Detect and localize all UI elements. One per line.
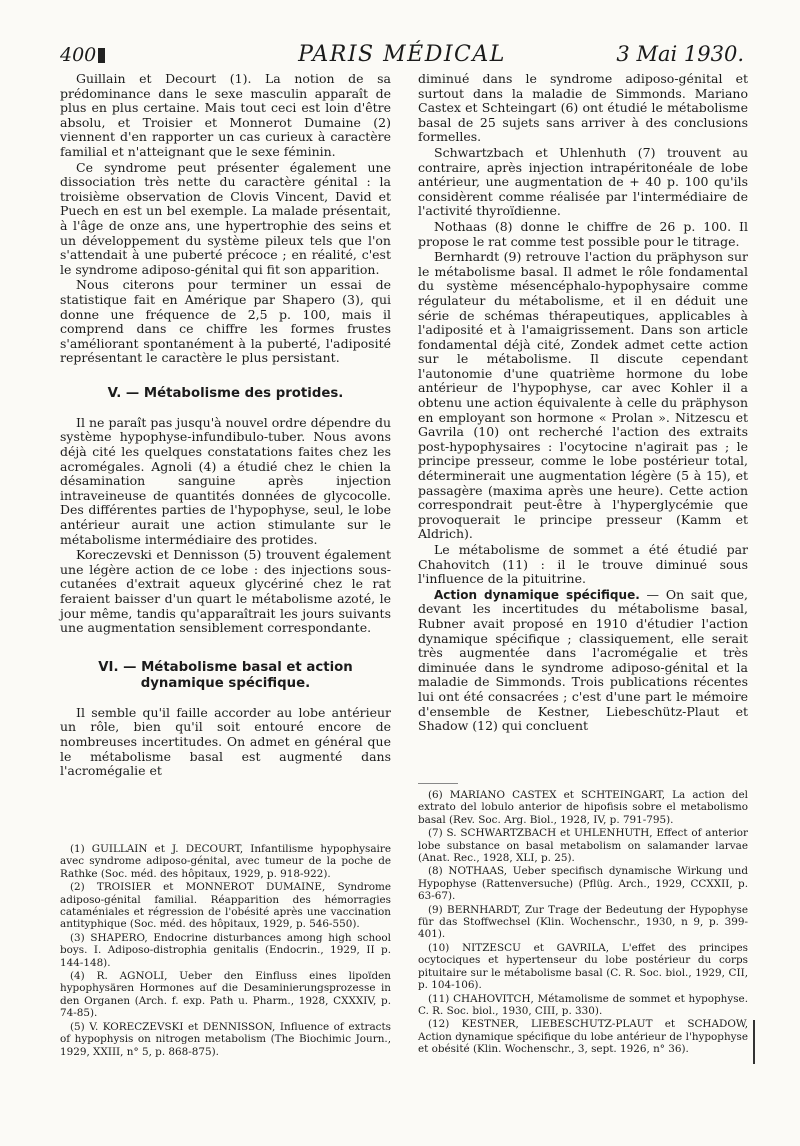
paragraph-action [418,588,748,734]
footnote: (2) TROISIER et MONNEROT DUMAINE, Syndrome adiposo-génital familial. Réapparition des hémorragies cataméniales et régression de l'obésité après une vaccination antityphique (Soc. méd. des hôpitaux, 1929, p. 546-550). [60,881,391,931]
footnotes-right [418,789,748,1057]
footnote: (6) MARIANO CASTEX et SCHTEINGART, La action del extrato del lobulo anterior de hipofisis sobre el metabolismo basal (Rev. Soc. Arg. Biol., 1928, IV, p. 791-795). [418,789,748,826]
paragraph: Il ne paraît pas jusqu'à nouvel ordre dépendre du système hypophyse-infundibulo-tuber. Nous avons déjà cité les quelques constatations faites chez les acromégales. Agnoli (4) a étudié chez le chien la désamination sanguine après injection intraveineuse de quantités données de glycocolle. Des différentes parties de l'hypophyse, seul, le lobe antérieur aurait une action stimulante sur le métabolisme intermédiaire des protides. [60,414,391,547]
section-heading-v: V. — Métabolisme des protides. [107,385,344,401]
issue-date: 3 Mai 1930. [616,42,744,66]
paragraph: Nous citerons pour terminer un essai de statistique fait en Amérique par Shapero (3), qui donne une fréquence de 2,5 p. 100, mais il comprend dans ce chiffre les formes frustes s'améliorant spontanément à la puberté, l'adiposité représentant le caractère le plus persistant. [60,277,391,366]
paragraph: Nothaas (8) donne le chiffre de 26 p. 100. Il propose le rat comme test possible pour le titrage. [418,218,748,249]
left-column [60,72,391,842]
paragraph: Bernhardt (9) retrouve l'action du präphyson sur le métabolisme basal. Il admet le rôle fondamental du système mésencéphalo-hypophysaire comme régulateur du métabolisme, et il en déduit une série de schémas thérapeutiques, applicables à l'adiposité et à l'amaigrissement. Dans son article fondamental déjà cité, Zondek admet cette action sur le métabolisme. Il discute cependant l'autonomie d'une quatrième hormone du lobe antérieur de l'hypophyse, car avec Kohler il a obtenu une action équivalente à celle du präphyson en employant son hormone « Prolan ». Nitzescu et Gavrila (10) ont recherché l'action des extraits post-hypophysaires : l'ocytocine n'agirait pas ; le principe presseur, comme le lobe postérieur total, déterminerait une augmentation légère (5 à 15), et passagère (maxima après une heure). Cette action correspondrait peut-être à l'hyperglycémie que provoquerait le principe presseur (Kamm et Aldrich). [418,249,748,542]
footnote: (9) BERNHARDT, Zur Trage der Bedeutung der Hypophyse für das Stoffwechsel (Klin. Wochenschr., 1930, n 9, p. 399-401). [418,903,748,941]
page-header [60,42,744,70]
page-number: 400 [60,44,97,66]
section-heading-vi: VI. — Métabolisme basal et action dynamique spécifique. [98,659,353,691]
paragraph: Il semble qu'il faille accorder au lobe antérieur un rôle, bien qu'il soit entouré encore de nombreuses incertitudes. On admet en général que le métabolisme basal est augmenté dans l'acromégalie et [60,704,391,779]
paragraph: Koreczevski et Dennisson (5) trouvent également une légère action de ce lobe : des injections sous-cutanées d'extrait aqueux glycériné chez le rat feraient baisser d'un quart le métabolisme azoté, le jour même, tandis qu'apparaîtrait les jours suivants une augmentation sensiblement correspondante. [60,547,391,636]
footnote: (4) R. AGNOLI, Ueber den Einfluss eines lipoïden hypophysären Hormones auf die Desaminierungsprozesse in den Organen (Arch. f. exp. Path u. Pharm., 1928, CXXXIV, p. 74-85). [60,970,391,1020]
paragraph: Schwartzbach et Uhlenhuth (7) trouvent au contraire, après injection intrapéritonéale de lobe antérieur, une augmentation de + 40 p. 100 qu'ils considèrent comme réalisée par l'intermédiaire de l'activité thyroïdienne. [418,144,748,219]
footnote: (8) NOTHAAS, Ueber specifisch dynamische Wirkung und Hypophyse (Rattenversuche) (Pflüg. Arch., 1929, CCXXII, p. 63-67). [418,865,748,903]
paragraph: Ce syndrome peut présenter également une dissociation très nette du caractère génital : la troisième observation de Clovis Vincent, David et Puech en est un bel exemple. La malade présentait, à l'âge de onze ans, une hypertrophie des seins et un développement du système pileux tels que l'on s'attendait à une puberté précoce ; en réalité, c'est le syndrome adiposo-génital qui fit son apparition. [60,159,391,277]
footnote-divider [418,783,458,784]
journal-title: PARIS MÉDICAL [298,42,506,67]
run-in-heading: Action dynamique spécifique. [434,587,640,602]
footnote: (1) GUILLAIN et J. DECOURT, Infantilisme hypophysaire avec syndrome adiposo-génital, avec tumeur de la poche de Rathke (Soc. méd. des hôpitaux, 1929, p. 918-922). [60,843,391,880]
footnote: (12) KESTNER, LIEBESCHUTZ-PLAUT et SCHADOW, Action dynamique spécifique du lobe antérieur de l'hypophyse et obésité (Klin. Wochenschr., 3, sept. 1926, n° 36). [418,1018,748,1056]
footnotes-left [60,843,391,1059]
footnote: (3) SHAPERO, Endocrine disturbances among high school boys. I. Adiposo-distrophia genitalis (Endocrin., 1929, II p. 144-148). [60,931,391,969]
footnote: (10) NITZESCU et GAVRILA, L'effet des principes ocytociques et hypertenseur du lobe postérieur du corps pituitaire sur le métabolisme basal (C. R. Soc. biol., 1929, CII, p. 104-106). [418,941,748,992]
right-column [418,72,748,787]
footnote: (11) CHAHOVITCH, Métamolisme de sommet et hypophyse. C. R. Soc. biol., 1930, CIII, p. 330). [418,992,748,1017]
paragraph: diminué dans le syndrome adiposo-génital et surtout dans la maladie de Simmonds. Mariano Castex et Schteingart (6) ont étudié le métabolisme basal de 25 sujets sans arriver à des conclusions formelles. [418,71,748,145]
footnote: (7) S. SCHWARTZBACH et UHLENHUTH, Effect of anterior lobe substance on basal metabolism on salamander larvae (Anat. Rec., 1928, XLI, p. 25). [418,827,748,865]
margin-bracket [750,1020,755,1064]
paragraph: Le métabolisme de sommet a été étudié par Chahovitch (11) : il le trouve diminué sous l'influence de la pituitrine. [418,542,748,587]
footnote: (5) V. KORECZEVSKI et DENNISSON, Influence of extracts of hypophysis on nitrogen metabolism (The Biochimic Journ., 1929, XXIII, n° 5, p. 868-875). [60,1020,391,1058]
paragraph-text: — On sait que, devant les incertitudes du métabolisme basal, Rubner avait proposé en 1910 d'étudier l'action dynamique spécifique ; classiquement, elle serait très augmentée dans l'acromégalie et très diminuée dans le syndrome adiposo-génital et la maladie de Simmonds. Trois publications récentes lui ont été consacrées ; c'est d'une part le mémoire d'ensemble de Kestner, Liebeschütz-Plaut et Shadow (12) qui concluent [418,586,748,734]
paragraph: Guillain et Decourt (1). La notion de sa prédominance dans le sexe masculin apparaît de plus en plus certaine. Mais tout ceci est loin d'être absolu, et Troisier et Monnerot Dumaine (2) viennent d'en rapporter un cas curieux à caractère familial et n'atteignant que le sexe féminin. [60,71,391,159]
